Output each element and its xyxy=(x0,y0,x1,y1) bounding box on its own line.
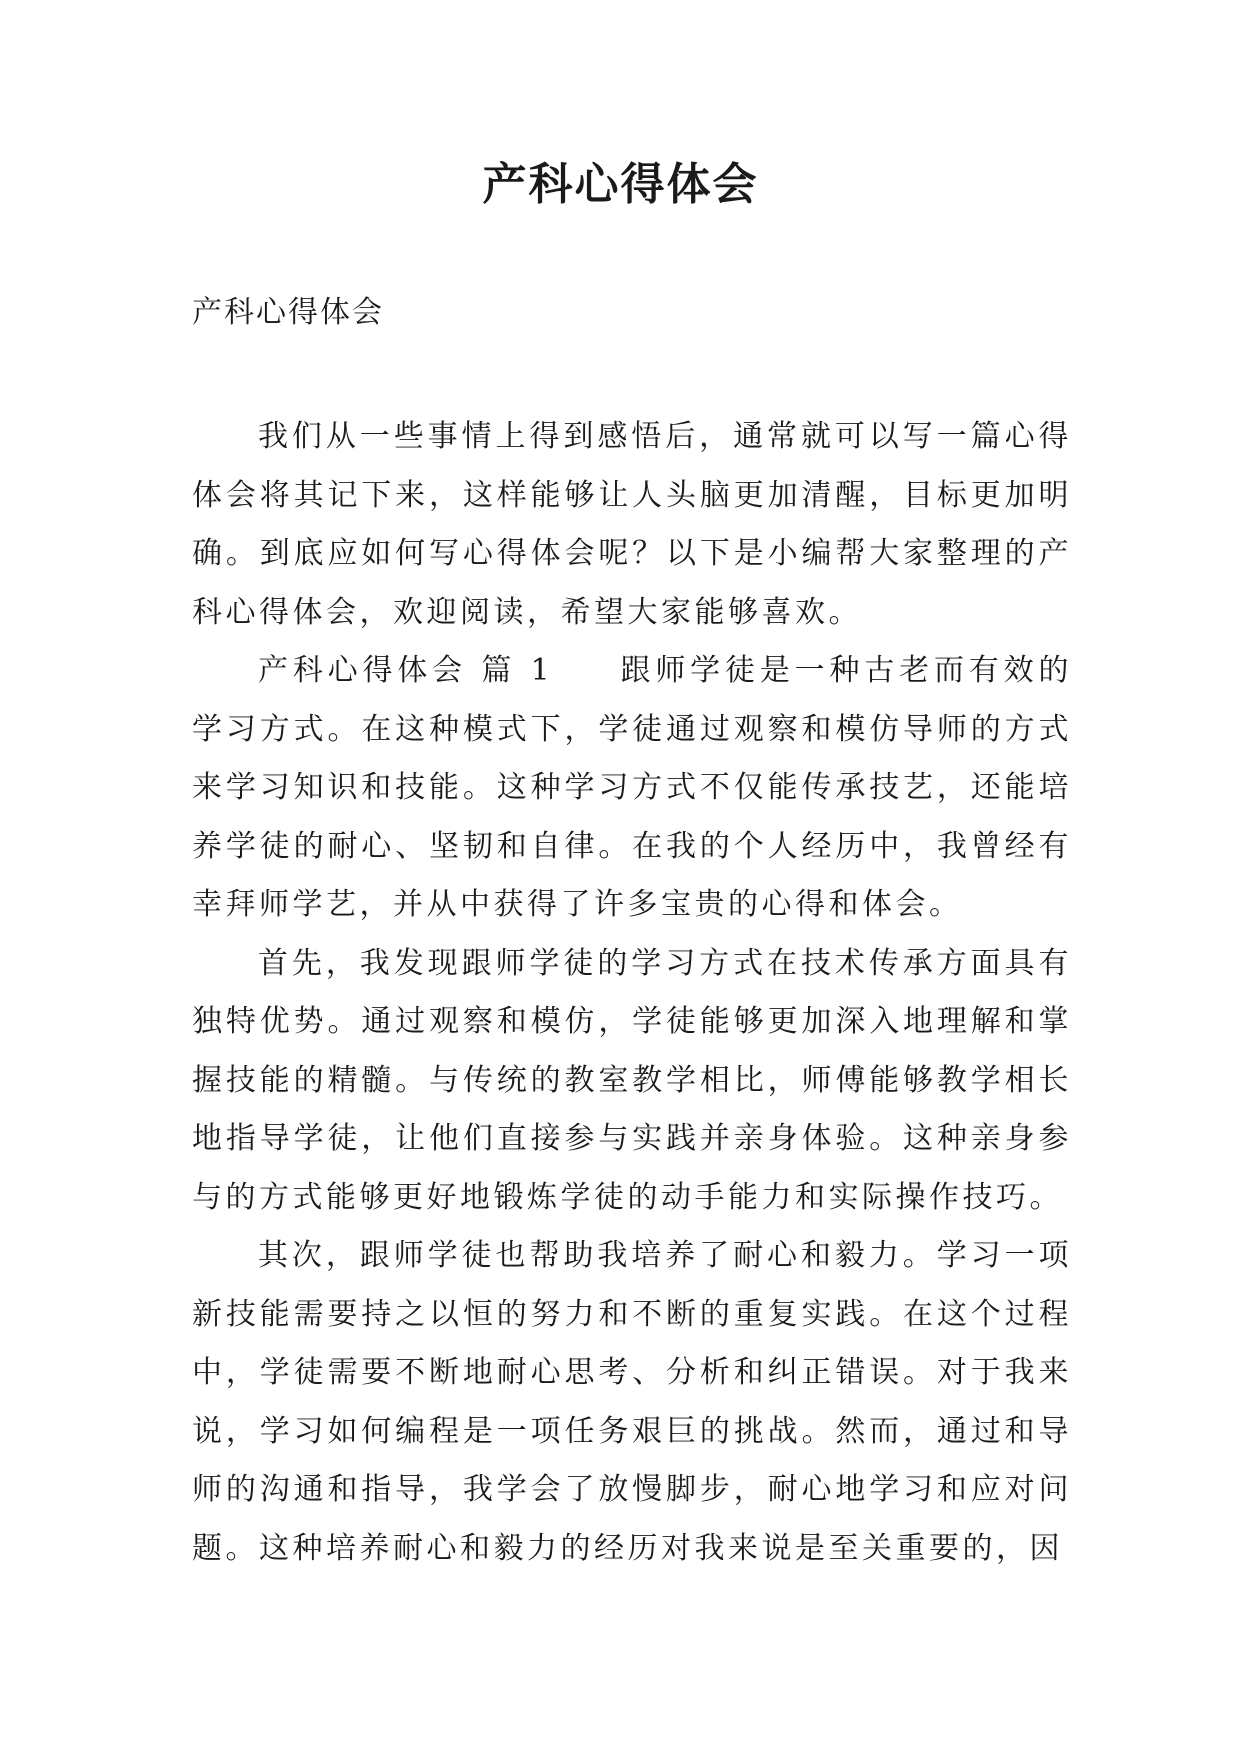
paragraph-4: 其次，跟师学徒也帮助我培养了耐心和毅力。学习一项新技能需要持之以恒的努力和不断的重复实践。在这个过程中，学徒需要不断地耐心思考、分析和纠正错误。对于我来说，学习如何编程是一项任务艰巨的挑战。然而，通过和导师的沟通和指导，我学会了放慢脚步，耐心地学习和应对问题。这种培养耐心和毅力的经历对我来说是至关重要的，因 xyxy=(192,1238,1072,1566)
page-title: 产科心得体会 xyxy=(482,159,759,210)
section-1-text: 跟师学徒是一种古老而有效的学习方式。在这种模式下，学徒通过观察和模仿导师的方式来学习知识和技能。这种学习方式不仅能传承技艺，还能培养学徒的耐心、坚韧和自律。在我的个人经历中，我曾经有幸拜师学艺，并从中获得了许多宝贵的心得和体会。 xyxy=(192,653,1073,922)
section-1-heading: 产科心得体会 篇 1 xyxy=(258,653,554,688)
intro-paragraph: 我们从一些事情上得到感悟后，通常就可以写一篇心得体会将其记下来，这样能够让人头脑更加清醒，目标更加明确。到底应如何写心得体会呢？以下是小编帮大家整理的产科心得体会，欢迎阅读，希望大家能够喜欢。 xyxy=(192,419,1072,630)
paragraph-3: 首先，我发现跟师学徒的学习方式在技术传承方面具有独特优势。通过观察和模仿，学徒能够更加深入地理解和掌握技能的精髓。与传统的教室教学相比，师傅能够教学相长地指导学徒，让他们直接参与实践并亲身体验。这种亲身参与的方式能够更好地锻炼学徒的动手能力和实际操作技巧。 xyxy=(192,945,1072,1215)
document-body xyxy=(192,408,1072,1578)
section-1-paragraph xyxy=(192,642,1072,935)
document-subtitle: 产科心得体会 xyxy=(192,295,384,330)
